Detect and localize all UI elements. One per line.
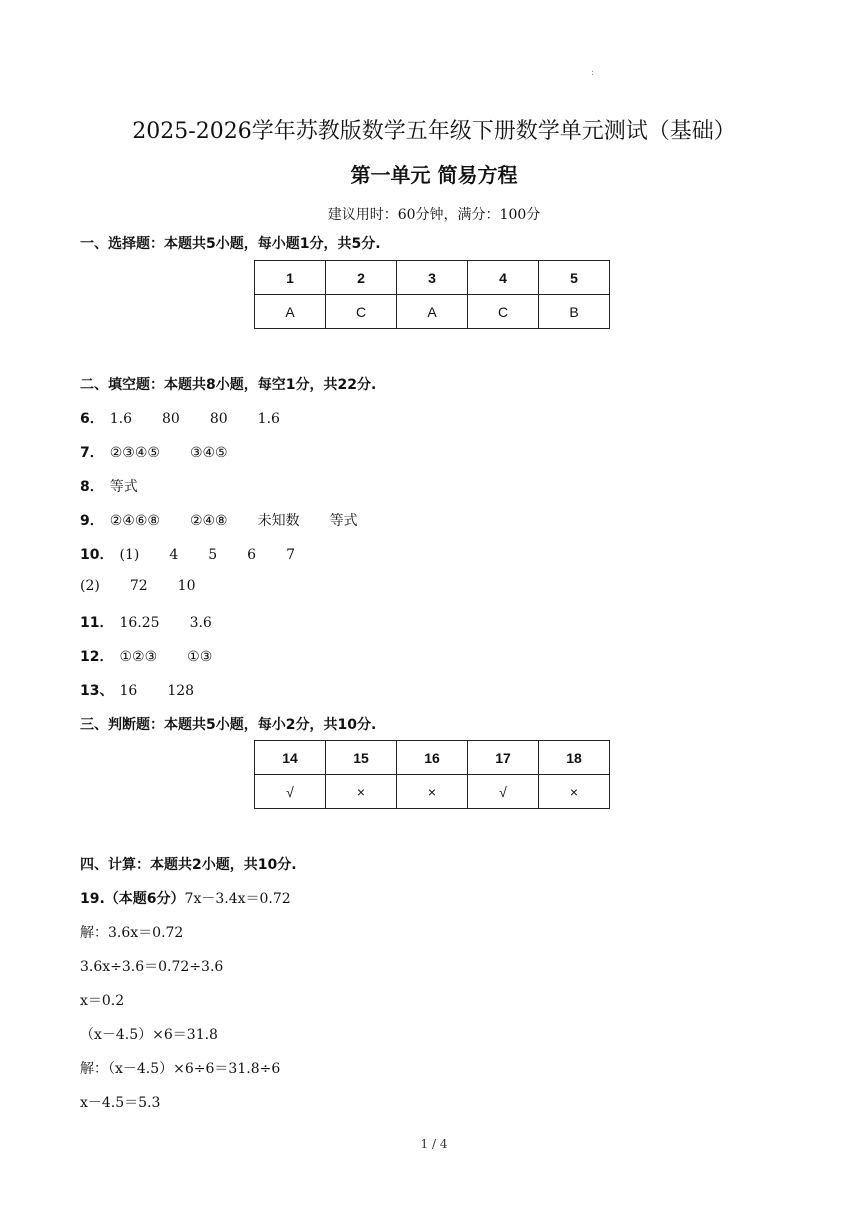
answer-value: 10 (177, 578, 196, 594)
answer-cell: × (397, 775, 468, 809)
question-number: 2 (326, 261, 397, 295)
answer-cell: C (468, 295, 539, 329)
item-number: 10． (80, 547, 114, 563)
answer-value: 未知数 (257, 513, 300, 529)
answer-cell: × (539, 775, 610, 809)
answer-line-8 (80, 476, 138, 496)
question-number: 15 (326, 741, 397, 775)
table-header-row (255, 741, 610, 775)
section3-answer-table (254, 740, 610, 809)
question-equation: 7x－3.4x＝0.72 (184, 891, 291, 907)
answer-value: 6 (247, 547, 257, 563)
answer-line-9 (80, 510, 358, 530)
answer-value: ②④⑧ (189, 513, 228, 529)
answer-value: 3.6 (189, 615, 212, 631)
answer-value: ③④⑤ (189, 445, 228, 461)
answer-line-6 (80, 408, 280, 428)
solution-step: 解：3.6x＝0.72 (80, 925, 184, 941)
section1-answer-table (254, 260, 610, 329)
table-header-row (255, 261, 610, 295)
answer-value: 5 (208, 547, 218, 563)
item-number: 8． (80, 479, 104, 495)
answer-value: 80 (209, 411, 228, 427)
item-number: 9． (80, 513, 104, 529)
section1-heading: 一、选择题：本题共5小题，每小题1分，共5分. (80, 236, 381, 252)
answer-cell: B (539, 295, 610, 329)
section4-heading: 四、计算：本题共2小题，共10分. (80, 857, 297, 873)
section2-heading: 二、填空题：本题共8小题，每空1分，共22分. (80, 377, 377, 393)
answer-cell: √ (468, 775, 539, 809)
page-number: 1 / 4 (420, 1137, 448, 1151)
answer-cell: C (326, 295, 397, 329)
solution-step: x＝0.2 (80, 993, 125, 1009)
question-number: 1 (255, 261, 326, 295)
answer-value: 等式 (329, 513, 358, 529)
answer-line-10 (80, 544, 295, 564)
page-title: 2025-2026学年苏教版数学五年级下册数学单元测试（基础） (132, 119, 736, 144)
answer-line-12 (80, 646, 212, 666)
time-score-note: 建议用时：60分钟，满分：100分 (327, 207, 541, 223)
answer-value: 1.6 (109, 411, 133, 427)
answer-line-7 (80, 442, 228, 462)
answer-line-13 (80, 680, 194, 700)
solution-step: 解：（x－4.5）×6÷6＝31.8÷6 (80, 1061, 281, 1077)
answer-value: 等式 (109, 479, 138, 495)
answer-line-11 (80, 612, 212, 632)
item-number: 7． (80, 445, 104, 461)
question-number: 5 (539, 261, 610, 295)
table-answer-row (255, 775, 610, 809)
answer-value: (1) (119, 547, 140, 563)
section3-heading: 三、判断题：本题共5小题，每小2分，共10分. (80, 717, 377, 733)
page-subtitle: 第一单元 简易方程 (350, 163, 518, 187)
answer-value: ②④⑥⑧ (109, 513, 160, 529)
answer-value: 80 (162, 411, 180, 427)
question-number: 14 (255, 741, 326, 775)
answer-value: ①③ (187, 649, 213, 665)
question-label: 19.（本题6分） (80, 891, 185, 907)
solution-step: （x－4.5）×6＝31.8 (80, 1027, 218, 1043)
item-number: 13、 (80, 683, 114, 699)
question-number: 18 (539, 741, 610, 775)
answer-value: 128 (167, 683, 195, 699)
answer-value: 16 (119, 683, 138, 699)
answer-value: 1.6 (257, 411, 280, 427)
answer-value: (2) (80, 578, 100, 594)
question-number: 3 (397, 261, 468, 295)
answer-line-10-2 (80, 578, 196, 594)
question-number: 4 (468, 261, 539, 295)
answer-value: 4 (169, 547, 179, 563)
answer-value: 72 (129, 578, 148, 594)
table-answer-row (255, 295, 610, 329)
answer-value: ①②③ (119, 649, 158, 665)
answer-value: ②③④⑤ (109, 445, 160, 461)
page-marker: : (591, 68, 595, 78)
answer-cell: A (397, 295, 468, 329)
answer-cell: √ (255, 775, 326, 809)
question-19 (80, 888, 291, 908)
question-number: 17 (468, 741, 539, 775)
item-number: 11． (80, 615, 114, 631)
item-number: 6． (80, 411, 104, 427)
question-number: 16 (397, 741, 468, 775)
answer-value: 16.25 (119, 615, 160, 631)
item-number: 12． (80, 649, 114, 665)
answer-cell: × (326, 775, 397, 809)
answer-cell: A (255, 295, 326, 329)
answer-value: 7 (286, 547, 296, 563)
solution-step: x－4.5＝5.3 (80, 1095, 161, 1111)
solution-step: 3.6x÷3.6＝0.72÷3.6 (80, 959, 224, 975)
